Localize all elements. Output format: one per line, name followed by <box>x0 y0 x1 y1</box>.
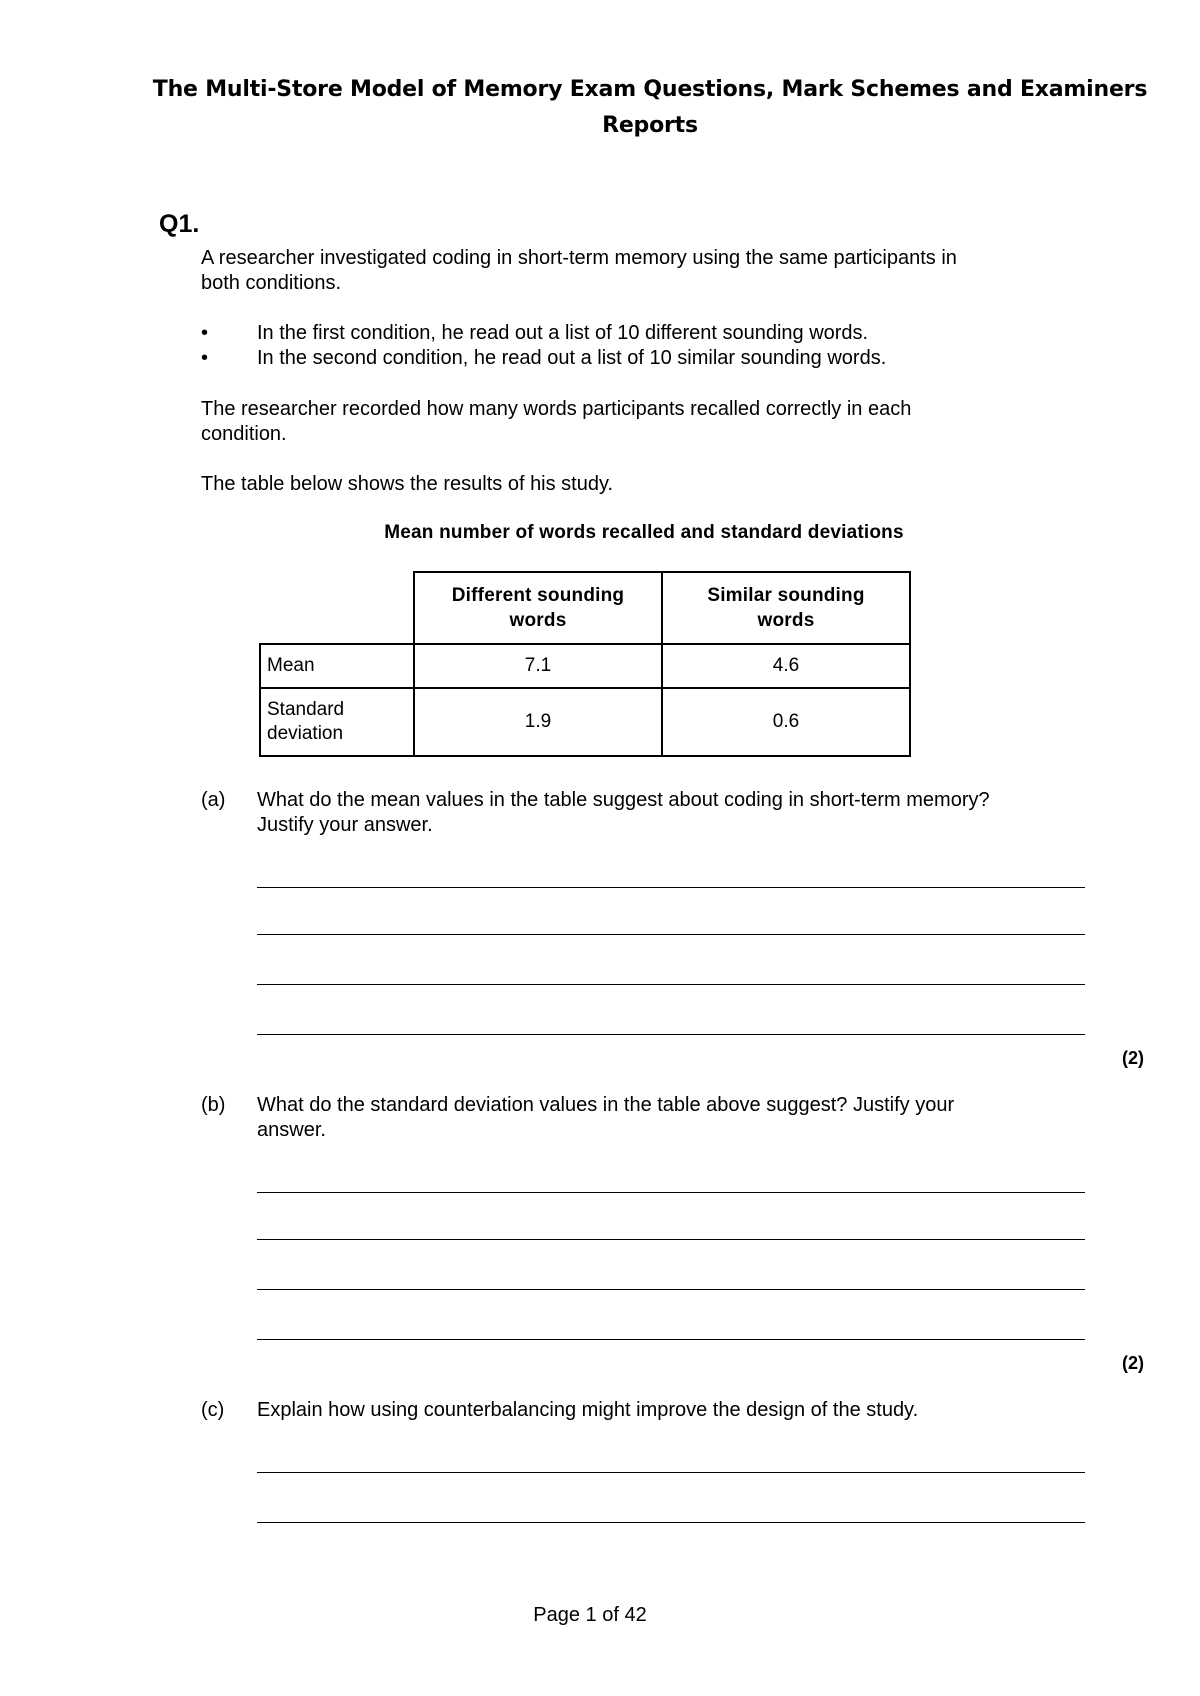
header-similar-line1: Similar sounding <box>707 585 865 606</box>
question-intro-line2: both conditions. <box>201 272 342 294</box>
part-c-question <box>257 1398 1097 1423</box>
part-a-label: (a) <box>201 789 226 811</box>
part-a-question <box>257 788 1097 838</box>
header-similar-line2: words <box>757 610 815 631</box>
row-label-sd-line1: Standard <box>267 699 345 720</box>
header-different-line2: words <box>509 610 567 631</box>
row-label-mean <box>260 644 414 688</box>
part-a-line2: Justify your answer. <box>257 814 433 836</box>
results-table <box>259 571 911 757</box>
bullet-text-2: In the second condition, he read out a list of 10 similar sounding words. <box>257 347 887 369</box>
question-intro-line1: A researcher investigated coding in short-term memory using the same participants in <box>201 247 957 269</box>
table-caption: Mean number of words recalled and standard deviations <box>384 522 904 543</box>
table-header-different <box>414 572 662 644</box>
table-cell: 1.9 <box>414 688 662 756</box>
recorded-line1: The researcher recorded how many words participants recalled correctly in each <box>201 398 912 420</box>
answer-line[interactable] <box>257 1289 1085 1290</box>
part-b-question <box>257 1093 1097 1143</box>
question-intro <box>201 246 957 296</box>
table-row <box>260 644 910 688</box>
answer-line[interactable] <box>257 1472 1085 1473</box>
bullet-text-1: In the first condition, he read out a list of 10 different sounding words. <box>257 322 869 344</box>
table-header-row <box>260 572 910 644</box>
table-header-similar <box>662 572 910 644</box>
answer-line[interactable] <box>257 887 1085 888</box>
table-corner-cell <box>260 572 414 644</box>
part-c-label: (c) <box>201 1399 225 1421</box>
table-cell: 0.6 <box>662 688 910 756</box>
table-cell: 7.1 <box>414 644 662 688</box>
recorded-paragraph <box>201 397 911 447</box>
row-label-mean-text: Mean <box>267 655 315 676</box>
header-different-line1: Different sounding <box>451 585 625 606</box>
answer-line[interactable] <box>257 1522 1085 1523</box>
answer-line[interactable] <box>257 934 1085 935</box>
question-number: Q1. <box>159 210 200 238</box>
answer-line[interactable] <box>257 1339 1085 1340</box>
bullet-icon: • <box>201 322 209 344</box>
document-title-line1: The Multi-Store Model of Memory Exam Questions, Mark Schemes and Examiners <box>152 77 1148 102</box>
table-intro: The table below shows the results of his study. <box>201 473 614 495</box>
row-label-sd <box>260 688 414 756</box>
part-c-line1: Explain how using counterbalancing might improve the design of the study. <box>257 1399 919 1421</box>
part-a-marks: (2) <box>1122 1048 1144 1068</box>
answer-line[interactable] <box>257 984 1085 985</box>
part-b-line2: answer. <box>257 1119 326 1141</box>
answer-line[interactable] <box>257 1192 1085 1193</box>
part-b-label: (b) <box>201 1094 226 1116</box>
bullet-icon: • <box>201 347 209 369</box>
row-label-sd-line2: deviation <box>267 723 344 744</box>
recorded-line2: condition. <box>201 423 287 445</box>
part-a-line1: What do the mean values in the table suggest about coding in short-term memory? <box>257 789 990 811</box>
part-b-line1: What do the standard deviation values in the table above suggest? Justify your <box>257 1094 955 1116</box>
part-b-marks: (2) <box>1122 1353 1144 1373</box>
table-row <box>260 688 910 756</box>
document-title-line2: Reports <box>602 113 698 138</box>
answer-line[interactable] <box>257 1239 1085 1240</box>
answer-line[interactable] <box>257 1034 1085 1035</box>
table-cell: 4.6 <box>662 644 910 688</box>
page-number: Page 1 of 42 <box>533 1604 647 1626</box>
document-title <box>150 72 1150 144</box>
